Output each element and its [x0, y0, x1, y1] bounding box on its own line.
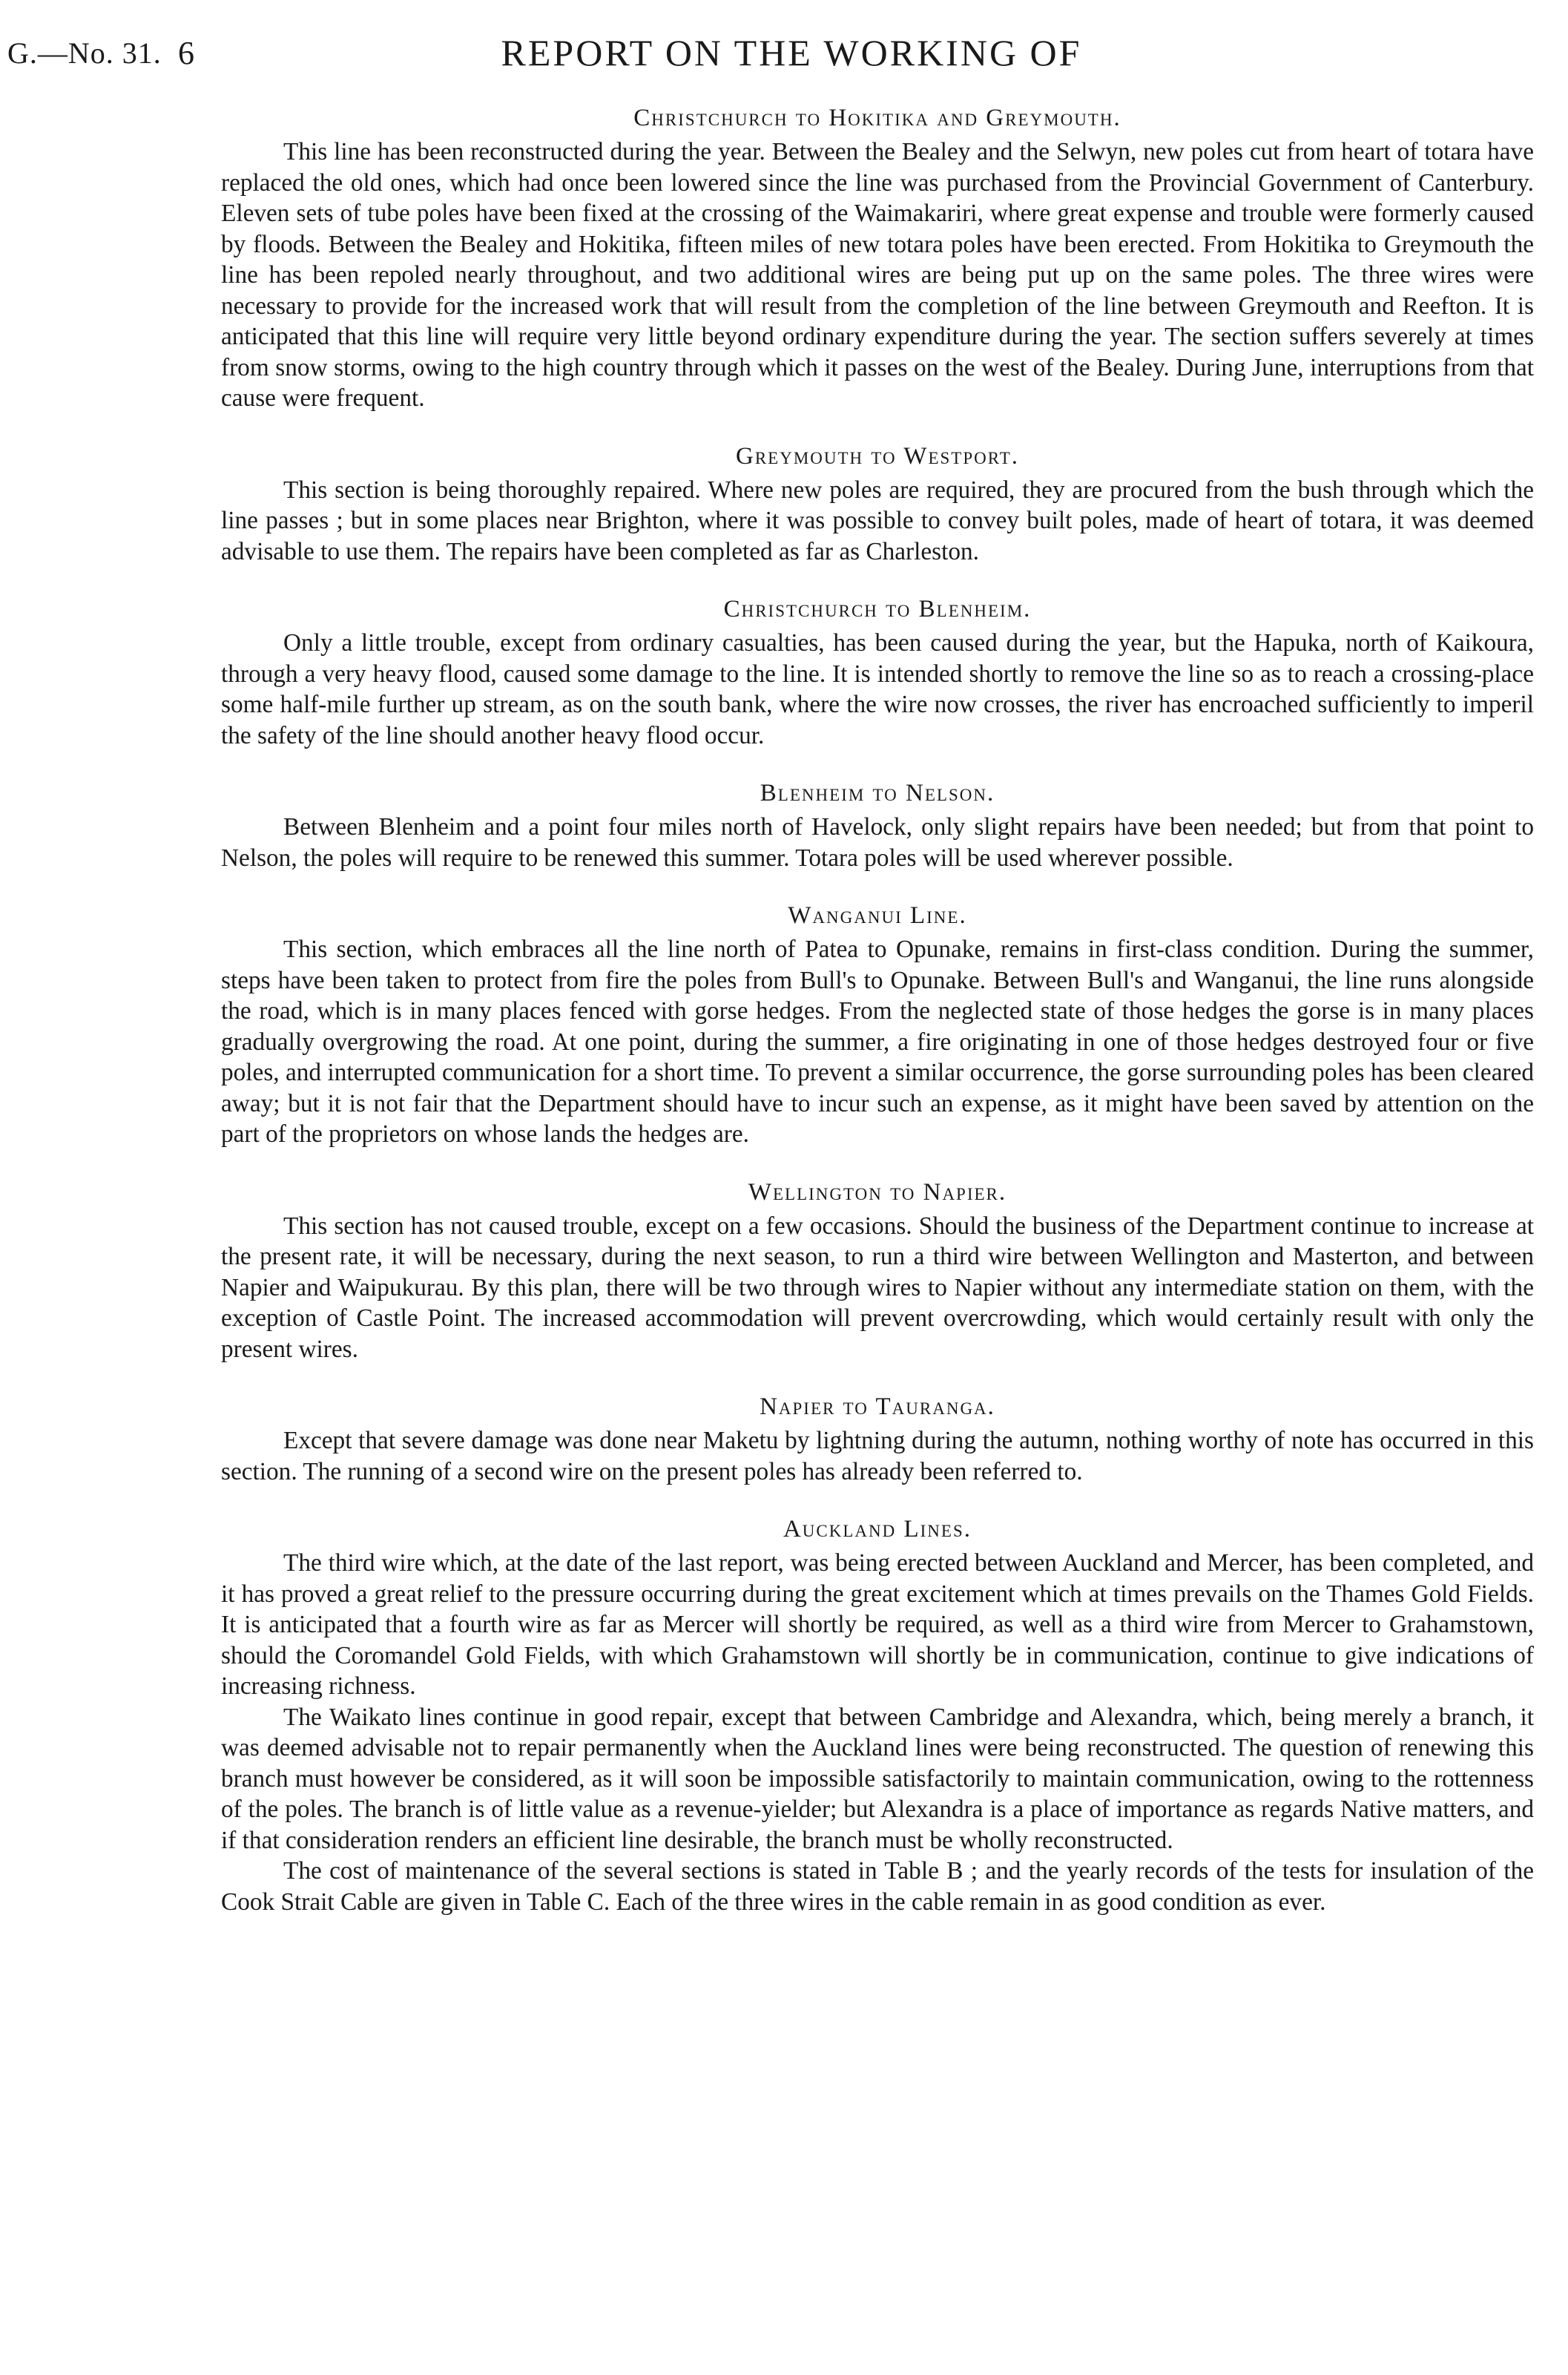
section-napier-tauranga: [221, 1393, 1534, 1487]
section-christchurch-blenheim: [221, 595, 1534, 751]
section-greymouth-westport: [221, 442, 1534, 568]
section-heading: Napier to Tauranga.: [760, 1393, 995, 1420]
paragraph: The Waikato lines continue in good repair, except that between Cambridge and Alexandra, which, being merely a branch, it was deemed advisable not to repair permanently when the Auckland lines were being reconstructed. The question of renewing this branch must however be considered, as it will soon be impossible satisfactorily to maintain communication, owing to the rottenness of the poles. The branch is of little value as a revenue-yielder; but Alexandra is a place of importance as regards Native matters, and if that consideration renders an efficient line desirable, the branch must be wholly reconstructed.: [221, 1703, 1534, 1854]
paragraph: This section, which embraces all the line north of Patea to Opunake, remains in first-class condition. During the summer, steps have been taken to protect from fire the poles from Bull's to Opunake. Between Bull's and Wanganui, the line runs alongside the road, which is in many places fenced with gorse hedges. From the neglected state of those hedges the gorse is in many places gradually overgrowing the road. At one point, during the summer, a fire originating in one of those hedges destroyed four or five poles, and interrupted communication for a short time. To prevent a similar occurrence, the gorse surrounding poles has been cleared away; but it is not fair that the Department should have to incur such an expense, as it might have been saved by attention on the part of the proprietors on whose lands the hedges are.: [221, 936, 1534, 1148]
paragraph: Only a little trouble, except from ordinary casualties, has been caused during the year, but the Hapuka, north of Kaikoura, through a very heavy flood, caused some damage to the line. It is intended shortly to remove the line so as to reach a crossing-place some half-mile further up stream, as on the south bank, where the wire now crosses, the river has encroached sufficiently to imperil the safety of the line should another heavy flood occur.: [221, 629, 1534, 749]
paragraph: Between Blenheim and a point four miles north of Havelock, only slight repairs have been needed; but from that point to Nelson, the poles will require to be renewed this summer. Totara poles will be used wherever possible.: [221, 813, 1534, 872]
section-heading: Blenheim to Nelson.: [760, 780, 995, 807]
running-title: REPORT ON THE WORKING OF: [501, 32, 1082, 73]
section-wanganui-line: [221, 901, 1534, 1150]
section-auckland-lines: [221, 1515, 1534, 1917]
paragraph: This section is being thoroughly repaired. Where new poles are required, they are procured from the bush through which the line passes ; but in some places near Brighton, where it was possible to convey built poles, made of heart of totara, it was deemed advisable to use them. The repairs have been completed as far as Charleston.: [221, 476, 1534, 565]
paragraph: This line has been reconstructed during the year. Between the Bealey and the Selwyn, new poles cut from heart of totara have replaced the old ones, which had once been lowered since the line was purchased from the Provincial Government of Canterbury. Eleven sets of tube poles have been fixed at the crossing of the Waimakariri, where great expense and trouble were formerly caused by floods. Between the Bealey and Hokitika, fifteen miles of new totara poles have been erected. From Hokitika to Greymouth the line has been repoled nearly throughout, and two additional wires are being put up on the same poles. The three wires were necessary to provide for the increased work that will result from the completion of the line between Greymouth and Reefton. It is anticipated that this line will require very little beyond ordinary expenditure during the year. The section suffers severely at times from snow storms, owing to the high country through which it passes on the west of the Bealey. During June, interruptions from that cause were frequent.: [221, 138, 1534, 412]
section-blenheim-nelson: [221, 779, 1534, 873]
paragraph: This section has not caused trouble, except on a few occasions. Should the business of the Department continue to increase at the present rate, it will be necessary, during the next season, to run a third wire between Wellington and Masterton, and between Napier and Waipukurau. By this plan, there will be two through wires to Napier without any intermediate station on them, with the exception of Castle Point. The increased accommodation will prevent overcrowding, which would certainly result with only the present wires.: [221, 1212, 1534, 1363]
page-number: 6: [178, 35, 194, 71]
section-heading: Christchurch to Hokitika and Greymouth.: [633, 105, 1121, 131]
section-heading: Auckland Lines.: [783, 1516, 972, 1543]
paragraph: The third wire which, at the date of the last report, was being erected between Auckland and Mercer, has been completed, and it has proved a great relief to the pressure occurring during the great excitement which at times prevails on the Thames Gold Fields. It is anticipated that a fourth wire as far as Mercer will shortly be required, as well as a third wire from Mercer to Grahamstown, should the Coromandel Gold Fields, with which Grahamstown will shortly be in communication, continue to give indications of increasing richness.: [221, 1549, 1534, 1700]
paragraph: Except that severe damage was done near Maketu by lightning during the autumn, nothing worthy of note has occurred in this section. The running of a second wire on the present poles has already been referred to.: [221, 1427, 1534, 1485]
section-heading: Christchurch to Blenheim.: [723, 596, 1032, 623]
section-heading: Wanganui Line.: [788, 902, 967, 929]
section-heading: Greymouth to Westport.: [735, 442, 1019, 470]
section-heading: Wellington to Napier.: [748, 1178, 1007, 1206]
report-body: [221, 104, 1534, 1917]
document-reference: G.—No. 31.: [7, 36, 162, 70]
section-christchurch-hokitika-greymouth: [221, 104, 1534, 414]
paragraph: The cost of maintenance of the several sections is stated in Table B ; and the yearly records of the tests for insulation of the Cook Strait Cable are given in Table C. Each of the three wires in the cable remain in as good condition as ever.: [221, 1857, 1534, 1916]
section-wellington-napier: [221, 1178, 1534, 1365]
page-header: [7, 32, 1535, 80]
